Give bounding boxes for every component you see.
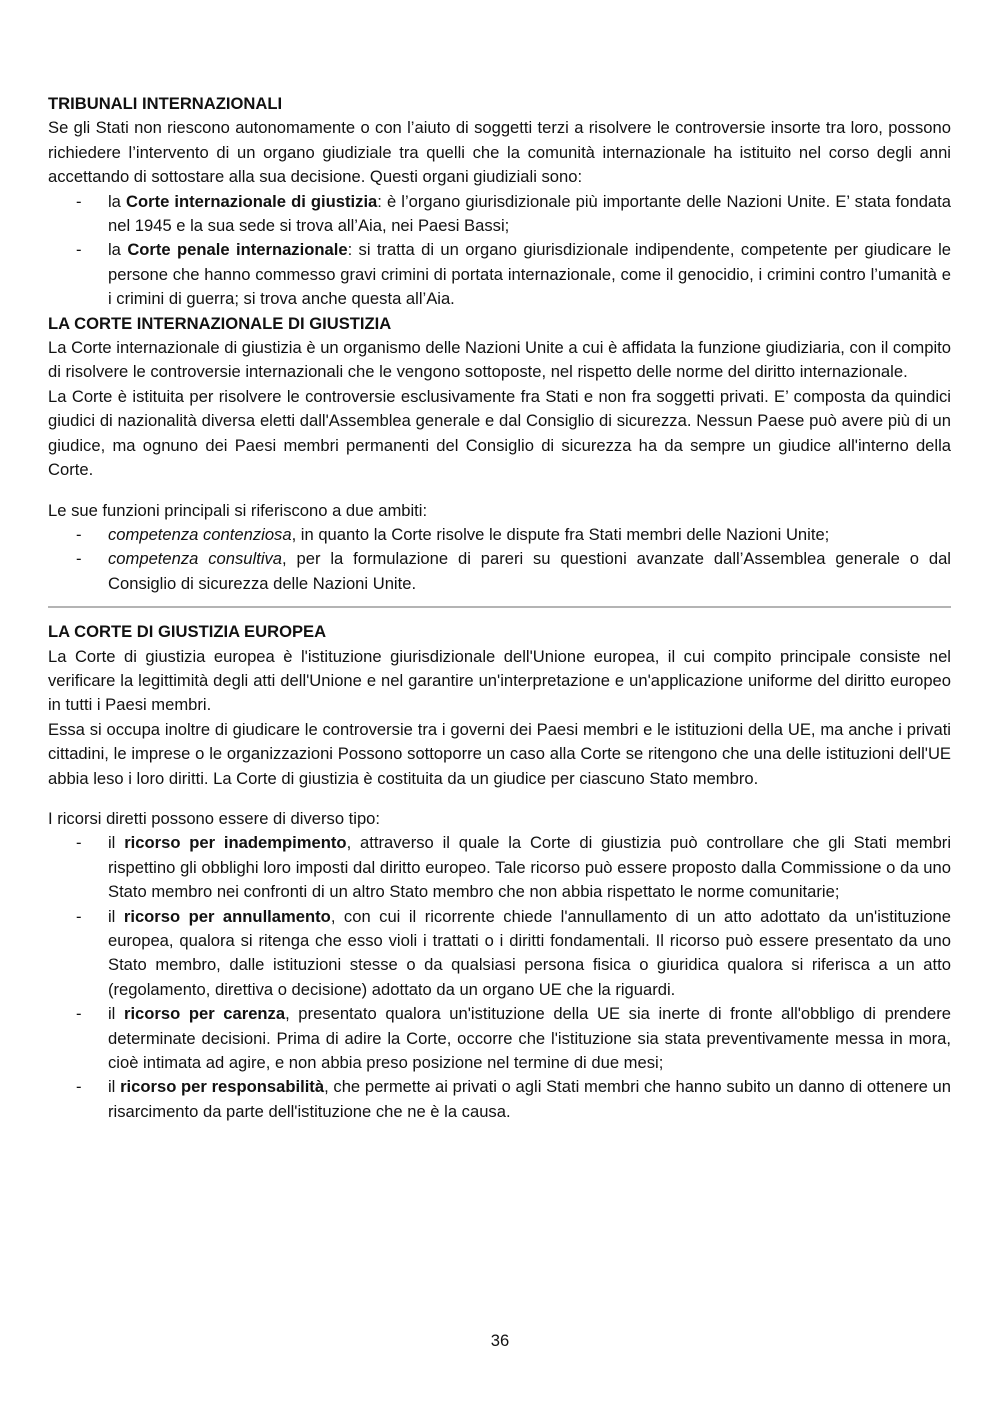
paragraph: I ricorsi diretti possono essere di diverso tipo: <box>48 808 381 828</box>
list-item <box>48 238 951 311</box>
item-prefix: la <box>108 240 128 260</box>
section-heading-corte-internazionale: LA CORTE INTERNAZIONALE DI GIUSTIZIA <box>48 313 392 333</box>
paragraph: La Corte di giustizia europea è l'istituzione giurisdizionale dell'Unione europea, il cui compito principale consiste nel verificare la legittimità degli atti dell'Unione e nel garantire un'interpretazione e un'applicazione uniforme del diritto europeo in tutti i Paesi membri. <box>48 646 951 715</box>
item-term: competenza consultiva <box>108 549 283 569</box>
list-item <box>48 905 951 1003</box>
item-prefix: il <box>108 906 124 926</box>
item-term: ricorso per annullamento <box>123 906 331 926</box>
item-text: , attraverso il quale la Corte di giustizia può controllare che gli Stati membri rispettino gli obblighi loro imposti dal diritto europeo. Tale ricorso può essere proposto dalla Commissione o da uno Stato membro nei confronti di un altro Stato membro che non abbia rispettato le norme comunitarie; <box>108 833 952 902</box>
item-prefix: il <box>108 1077 121 1097</box>
item-prefix: il <box>108 1004 124 1024</box>
item-text: , in quanto la Corte risolve le dispute fra Stati membri delle Nazioni Unite; <box>291 524 830 544</box>
paragraph: La Corte è istituita per risolvere le controversie esclusivamente fra Stati e non fra soggetti privati. E’ composta da quindici giudici di nazionalità diversa eletti dall'Assemblea generale e dal Consiglio di sicurezza. Nessun Paese può avere più di un giudice, ma ognuno dei Paesi membri permanenti del Consiglio di sicurezza ha da sempre un giudice all'interno della Corte. <box>48 386 951 480</box>
list-item <box>48 831 951 904</box>
section-heading-corte-europea: LA CORTE DI GIUSTIZIA EUROPEA <box>48 622 327 642</box>
list-item <box>48 190 951 239</box>
item-term: Corte penale internazionale <box>127 240 348 260</box>
list-item <box>48 1075 951 1124</box>
dash-bullet: - <box>76 191 82 211</box>
ricorsi-list <box>48 831 951 1124</box>
list-item <box>48 547 951 596</box>
paragraph: Essa si occupa inoltre di giudicare le controversie tra i governi dei Paesi membri e le istituzioni della UE, ma anche i privati cittadini, le imprese o le organizzazioni Possono sottoporre un caso alla Corte se ritengono che una delle istituzioni dell'UE abbia leso i loro diritti. La Corte di giustizia è costituita da un giudice per ciascuno Stato membro. <box>48 719 951 788</box>
item-text: , presentato qualora un'istituzione della UE sia inerte di fronte all'obbligo di prendere determinate decisioni. Prima di adire la Corte, occorre che l'istituzione sia stata preventivamente messa in mora, cioè intimata ad agire, e non abbia preso posizione nel termine di due mesi; <box>108 1004 951 1073</box>
item-text: , per la formulazione di pareri su questioni avanzate dall’Assemblea generale o dal Consiglio di sicurezza delle Nazioni Unite. <box>108 549 951 593</box>
dash-bullet: - <box>76 1077 82 1097</box>
dash-bullet: - <box>76 1004 82 1024</box>
page-number: 36 <box>490 1331 510 1350</box>
item-term: Corte internazionale di giustizia <box>126 191 378 211</box>
item-term: ricorso per carenza <box>123 1004 286 1024</box>
item-term: ricorso per responsabilità <box>120 1077 325 1097</box>
item-text: , con cui il ricorrente chiede l'annullamento di un atto adottato da un'istituzione europea, qualora si ritenga che esso violi i trattati o i diritti fondamentali. Il ricorso può essere presentato da uno Stato membro, dalle istituzioni stesse o da qualsiasi persona fisica o giuridica qualora si riferisca a un atto (regolamento, direttiva o decisione) adottato da un organo UE che la riguardi. <box>108 906 952 999</box>
dash-bullet: - <box>76 240 82 260</box>
item-term: ricorso per inadempimento <box>124 833 347 853</box>
item-prefix: il <box>108 833 125 853</box>
list-item <box>48 523 951 547</box>
dash-bullet: - <box>76 549 82 569</box>
item-text: : è l’organo giurisdizionale più importante delle Nazioni Unite. E’ stata fondata nel 1945 e la sua sede si trova all’Aia, nei Paesi Bassi; <box>108 191 951 236</box>
dash-bullet: - <box>76 906 82 926</box>
section-heading-tribunali: TRIBUNALI INTERNAZIONALI <box>48 94 283 113</box>
list-item <box>48 1002 951 1075</box>
item-text: , che permette ai privati o agli Stati membri che hanno subito un danno di ottenere un risarcimento da parte dell'istituzione che ne è la causa. <box>108 1077 951 1121</box>
item-term: competenza contenziosa <box>108 524 292 544</box>
paragraph: Le sue funzioni principali si riferiscono a due ambiti: <box>48 500 428 520</box>
tribunali-list <box>48 190 951 312</box>
document-page <box>48 92 951 1124</box>
item-text: : si tratta di un organo giurisdizionale indipendente, competente per giudicare le persone che hanno commesso gravi crimini di portata internazionale, come il genocidio, i crimini contro l’umanità e i crimini di guerra; si trova anche questa all’Aia. <box>108 240 951 309</box>
item-prefix: la <box>108 191 126 211</box>
dash-bullet: - <box>76 524 82 544</box>
dash-bullet: - <box>76 833 82 853</box>
section-divider <box>48 606 951 608</box>
section-intro: Se gli Stati non riescono autonomamente o con l’aiuto di soggetti terzi a risolvere le controversie insorte tra loro, possono richiedere l’intervento di un organo giudiziale tra quelli che la comunità internazionale ha istituito nel corso degli anni accettando di sottostare alla sua decisione. Questi organi giudiziali sono: <box>48 118 951 187</box>
competenze-list <box>48 523 951 596</box>
paragraph: La Corte internazionale di giustizia è un organismo delle Nazioni Unite a cui è affidata la funzione giudiziaria, con il compito di risolvere le controversie internazionali che le vengono sottoposte, nel rispetto delle norme del diritto internazionale. <box>48 338 951 382</box>
